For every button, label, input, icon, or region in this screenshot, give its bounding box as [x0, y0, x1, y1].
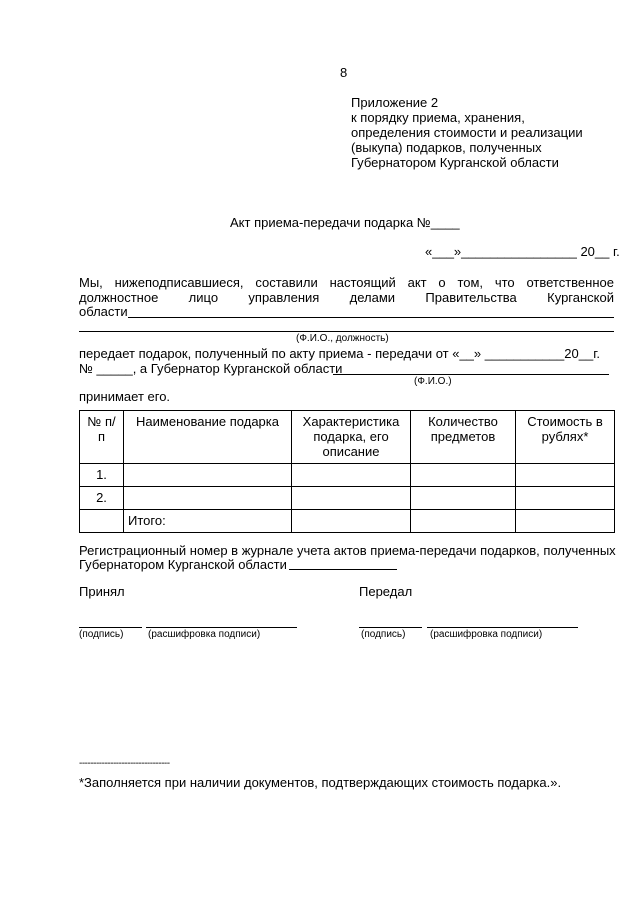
table-cell [292, 464, 411, 487]
table-cell [124, 487, 292, 510]
handed-label: Передал [359, 584, 413, 599]
gifts-table [79, 410, 615, 533]
sign-caption: (подпись) [79, 629, 124, 640]
table-cell [516, 510, 615, 533]
intro-word: что [494, 275, 515, 290]
table-header: Стоимость в рублях* [516, 411, 615, 464]
signature-line [79, 627, 142, 628]
table-total-row [80, 510, 615, 533]
fill-line [79, 331, 614, 332]
signature-decode-line [146, 627, 297, 628]
transfer-line-2: № _____, а Губернатор Курганской области [79, 361, 343, 376]
total-label: Итого: [124, 510, 292, 533]
intro-line-2 [79, 290, 614, 305]
registration-number-line [289, 569, 397, 570]
transfer-line-1: передает подарок, полученный по акту приема - передачи от «__» ___________20__г. [79, 346, 600, 361]
decode-caption: (расшифровка подписи) [430, 629, 543, 640]
table-cell [411, 487, 516, 510]
intro-word: ответственное [526, 275, 614, 290]
footnote-text: *Заполняется при наличии документов, подтверждающих стоимость подарка.». [79, 775, 562, 790]
intro-word: управления [248, 290, 320, 305]
table-cell [516, 464, 615, 487]
intro-word: составили [255, 275, 318, 290]
intro-word: акт [407, 275, 427, 290]
table-cell [292, 510, 411, 533]
appendix-line: Губернатором Курганской области [351, 155, 559, 170]
intro-word: Правительства [425, 290, 517, 305]
table-cell [292, 487, 411, 510]
table-cell [80, 510, 124, 533]
table-cell: 1. [80, 464, 124, 487]
accepted-label: Принял [79, 584, 125, 599]
act-title: Акт приема-передачи подарка №____ [230, 215, 460, 230]
page-number: 8 [340, 65, 348, 80]
table-header: № п/п [80, 411, 124, 464]
appendix-line: к порядку приема, хранения, [351, 110, 525, 125]
signature-decode-line [427, 627, 578, 628]
table-cell [411, 510, 516, 533]
appendix-line: определения стоимости и реализации [351, 125, 583, 140]
intro-word: о [438, 275, 446, 290]
intro-word: Мы, [79, 275, 103, 290]
table-header: Наименование подарка [124, 411, 292, 464]
appendix-line: (выкупа) подарков, полученных [351, 140, 542, 155]
fill-line [128, 317, 614, 318]
intro-word: том, [457, 275, 484, 290]
intro-word: Курганской [547, 290, 614, 305]
fio-position-caption: (Ф.И.О., должность) [296, 333, 389, 344]
table-header: Количество предметов [411, 411, 516, 464]
intro-line-1 [79, 275, 614, 290]
fill-line [333, 374, 609, 375]
date-line: «___»________________ 20__ г. [425, 244, 620, 259]
signature-line [359, 627, 422, 628]
registration-line-2: Губернатором Курганской области [79, 557, 287, 572]
table-cell [516, 487, 615, 510]
decode-caption: (расшифровка подписи) [148, 629, 261, 640]
intro-word: лицо [188, 290, 219, 305]
intro-line-3: области [79, 304, 128, 319]
table-row [80, 487, 615, 510]
table-header: Характеристика подарка, его описание [292, 411, 411, 464]
sign-caption: (подпись) [361, 629, 406, 640]
appendix-block [351, 95, 583, 170]
table-cell [124, 464, 292, 487]
table-cell [411, 464, 516, 487]
intro-word: нижеподписавшиеся, [114, 275, 244, 290]
transfer-line-3: принимает его. [79, 389, 171, 404]
fio-caption: (Ф.И.О.) [414, 376, 452, 387]
intro-word: должностное [79, 290, 159, 305]
intro-word: делами [349, 290, 396, 305]
footnote-separator: -------------------------------- [79, 758, 170, 769]
appendix-line: Приложение 2 [351, 95, 439, 110]
table-cell: 2. [80, 487, 124, 510]
table-header-row [80, 411, 615, 464]
registration-line-1: Регистрационный номер в журнале учета актов приема-передачи подарков, полученных [79, 543, 616, 558]
intro-word: настоящий [329, 275, 396, 290]
table-row [80, 464, 615, 487]
